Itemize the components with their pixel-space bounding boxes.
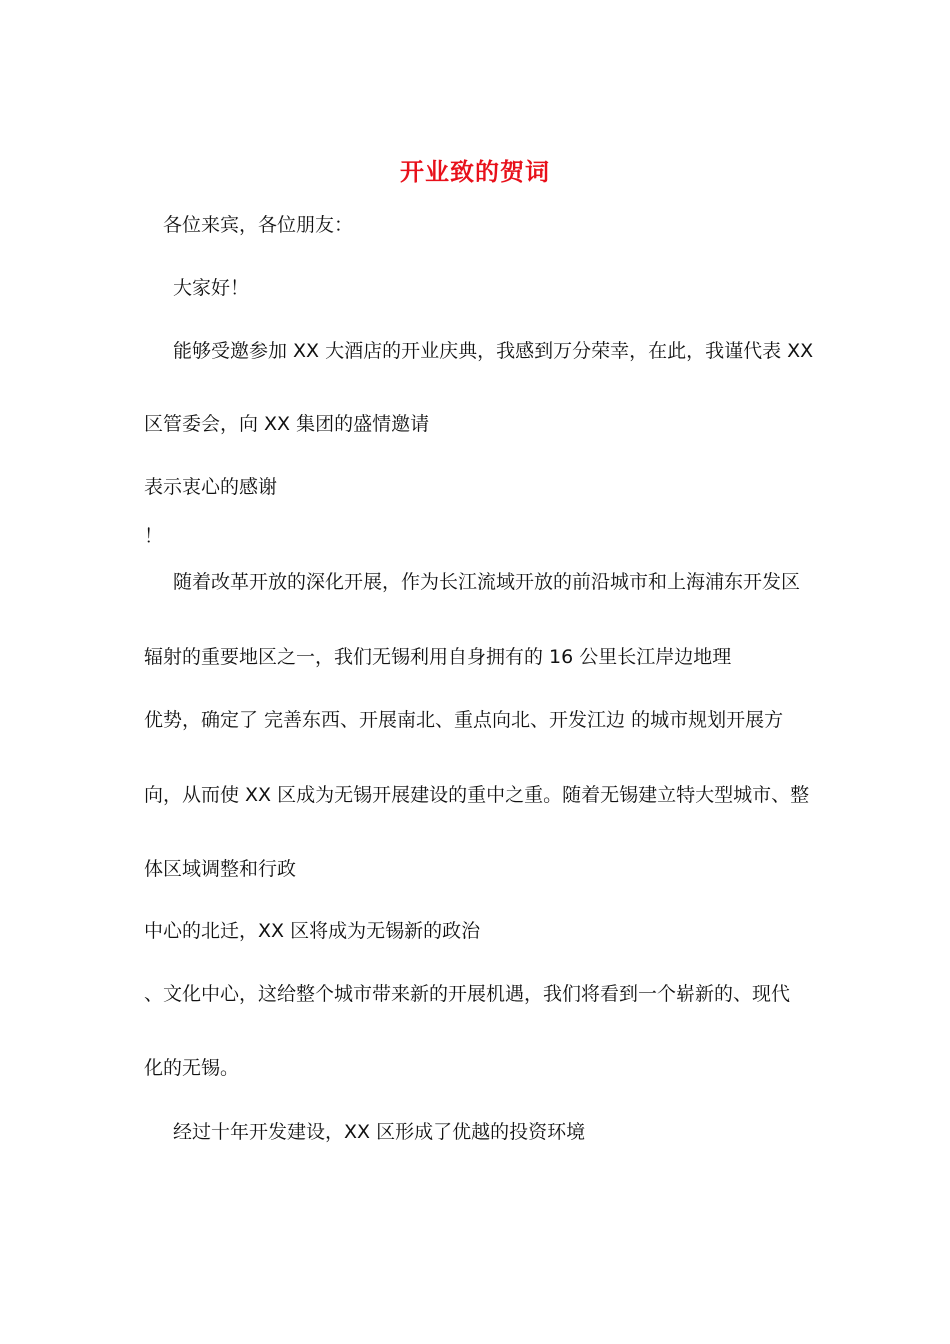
paragraph-line: 优势，确定了 完善东西、开展南北、重点向北、开发江边 的城市规划开展方 (144, 709, 784, 731)
salutation-line: 各位来宾，各位朋友： (163, 214, 354, 236)
paragraph-line: 随着改革开放的深化开展，作为长江流域开放的前沿城市和上海浦东开发区 (173, 571, 801, 593)
paragraph-line: 、文化中心，这给整个城市带来新的开展机遇，我们将看到一个崭新的、现代 (144, 983, 791, 1005)
paragraph-line: 能够受邀参加 XX 大酒店的开业庆典，我感到万分荣幸，在此，我谨代表 XX (173, 340, 814, 362)
paragraph-line: 区管委会，向 XX 集团的盛情邀请 (144, 413, 430, 435)
paragraph-line: 中心的北迁，XX 区将成为无锡新的政治 (144, 920, 481, 942)
paragraph-line: ！ (144, 525, 164, 547)
paragraph-line: 向，从而使 XX 区成为无锡开展建设的重中之重。随着无锡建立特大型城市、整 (144, 784, 810, 806)
paragraph-line: 化的无锡。 (144, 1057, 240, 1079)
paragraph-line: 辐射的重要地区之一，我们无锡利用自身拥有的 16 公里长江岸边地理 (144, 646, 732, 668)
paragraph-line: 经过十年开发建设，XX 区形成了优越的投资环境 (173, 1121, 586, 1143)
greeting-line: 大家好！ (173, 277, 250, 299)
paragraph-line: 表示衷心的感谢 (144, 476, 278, 498)
document-title: 开业致的贺词 (400, 158, 550, 186)
paragraph-line: 体区域调整和行政 (144, 858, 297, 880)
